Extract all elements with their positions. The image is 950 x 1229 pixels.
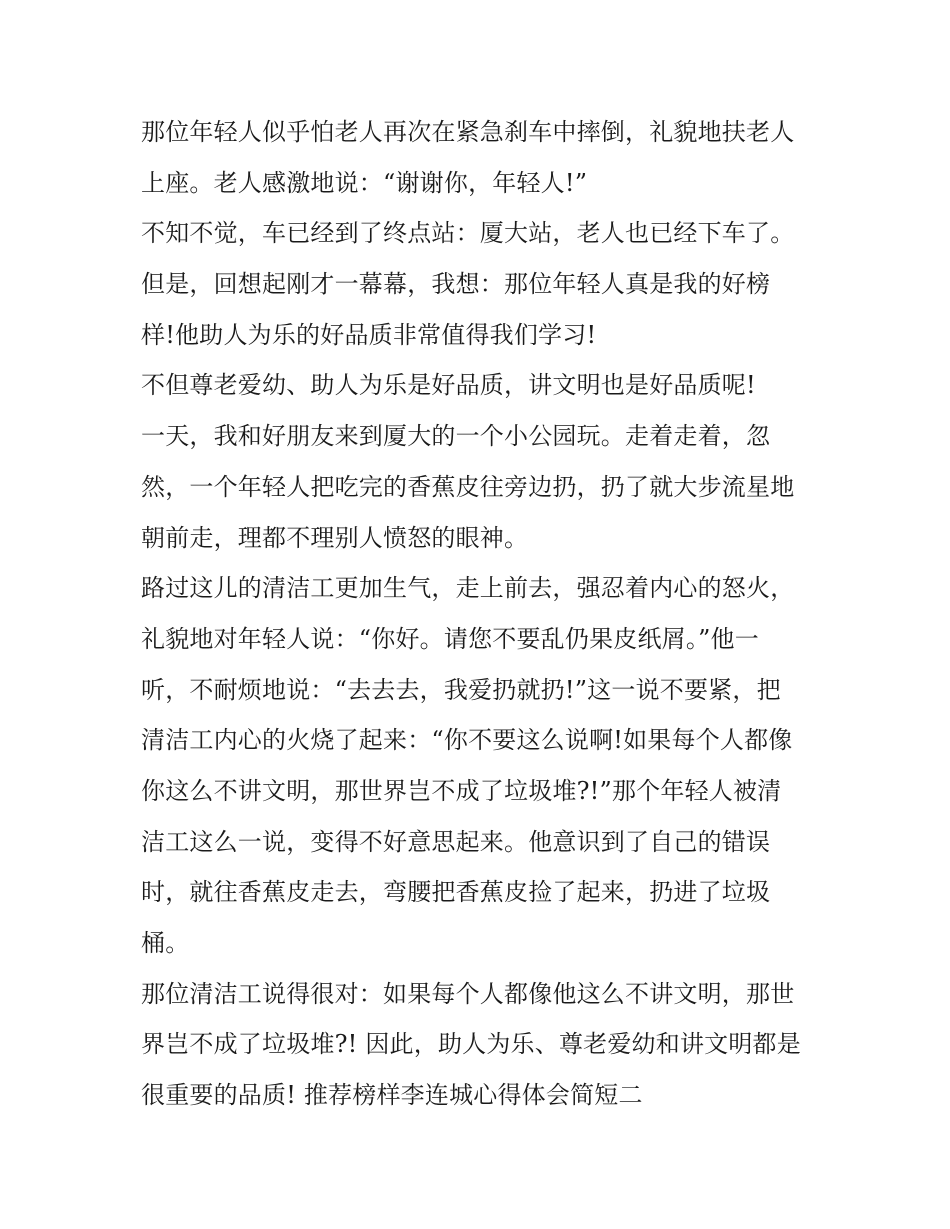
text-line: 那位清洁工说得很对：如果每个人都像他这么不讲文明，那世 (141, 979, 795, 1008)
text-line: 洁工这么一说，变得不好意思起来。他意识到了自己的错误 (141, 827, 771, 856)
text-line: 路过这儿的清洁工更加生气，走上前去，强忍着内心的怒火， (141, 574, 795, 603)
text-line: 不但尊老爱幼、助人为乐是好品质，讲文明也是好品质呢! (141, 371, 756, 400)
text-line: 上座。老人感激地说：“谢谢你，年轻人!” (141, 168, 588, 197)
text-line: 听，不耐烦地说：“去去去，我爱扔就扔!”这一说不要紧，把 (141, 675, 781, 704)
text-line: 样!他助人为乐的好品质非常值得我们学习! (141, 320, 597, 349)
body-text (141, 107, 816, 1121)
text-line: 然，一个年轻人把吃完的香蕉皮往旁边扔，扔了就大步流星地 (141, 472, 795, 501)
text-line: 但是，回想起刚才一幕幕，我想：那位年轻人真是我的好榜 (141, 270, 771, 299)
text-line: 你这么不讲文明，那世界岂不成了垃圾堆?!”那个年轻人被清 (141, 776, 782, 805)
text-line: 朝前走，理都不理别人愤怒的眼神。 (141, 523, 529, 552)
text-line: 很重要的品质! 推荐榜样李连城心得体会简短二 (141, 1081, 643, 1110)
text-line: 时，就往香蕉皮走去，弯腰把香蕉皮捡了起来，扔进了垃圾 (141, 878, 771, 907)
text-line: 礼貌地对年轻人说：“你好。请您不要乱仍果皮纸屑。”他一 (141, 624, 759, 653)
text-line: 界岂不成了垃圾堆?! 因此，助人为乐、尊老爱幼和讲文明都是 (141, 1030, 801, 1059)
text-line: 桶。 (141, 929, 190, 957)
text-line: 一天，我和好朋友来到厦大的一个小公园玩。走着走着，忽 (141, 422, 771, 451)
text-line: 不知不觉，车已经到了终点站：厦大站，老人也已经下车了。 (141, 219, 795, 248)
text-line: 那位年轻人似乎怕老人再次在紧急刹车中摔倒，礼貌地扶老人 (141, 118, 795, 146)
text-line: 清洁工内心的火烧了起来：“你不要这么说啊!如果每个人都像 (141, 726, 793, 755)
